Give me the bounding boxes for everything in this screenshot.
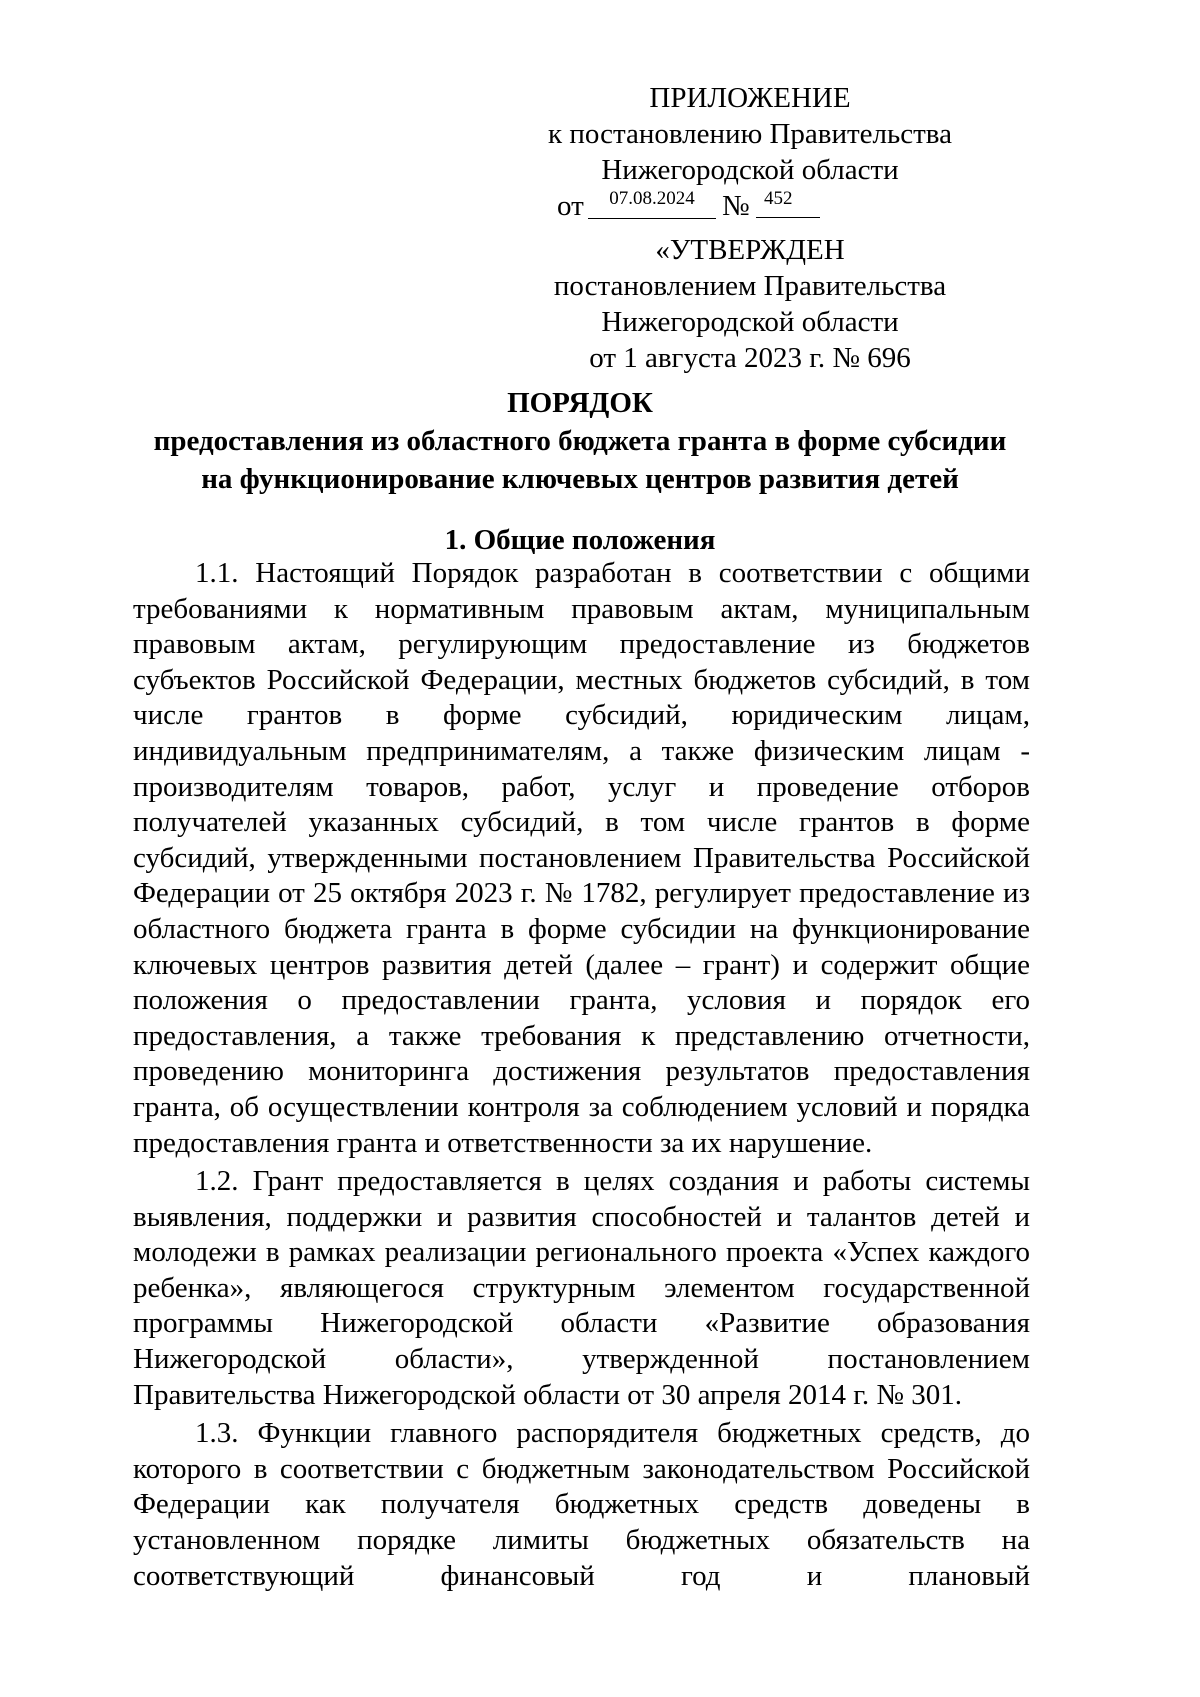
- title-sub-1: предоставления из областного бюджета гранта в форме субсидии: [153, 425, 1007, 457]
- approved-line-1: «УТВЕРЖДЕН: [655, 234, 845, 266]
- approved-line-2: постановлением Правительства: [553, 270, 947, 302]
- from-label: от: [557, 190, 584, 222]
- document-title: [130, 384, 1030, 498]
- appendix-title: ПРИЛОЖЕНИЕ: [649, 82, 851, 114]
- number-sign: №: [722, 190, 750, 222]
- title-main: ПОРЯДОК: [507, 387, 653, 419]
- order-date-field: 07.08.2024: [588, 188, 716, 219]
- appendix-block: [500, 80, 1000, 224]
- paragraph-1-3: 1.3. Функции главного распорядителя бюджетных средств, до которого в соответствии с бюджетным законодательством Российской Федерации как получателя бюджетных средств доведены в установленном порядке лимиты бюджетных обязательств на соответствующий финансовый год и плановый: [133, 1417, 1030, 1592]
- section-body: [133, 556, 1030, 1597]
- title-sub-2: на функционирование ключевых центров развития детей: [201, 463, 959, 495]
- approved-line-3: Нижегородской области: [601, 306, 899, 338]
- order-number-field: 452: [756, 188, 820, 218]
- paragraph-1-2: 1.2. Грант предоставляется в целях создания и работы системы выявления, поддержки и развития способностей и талантов детей и молодежи в рамках реализации регионального проекта «Успех каждого ребенка», являющегося структурным элементом государственной программы Нижегородской области «Развитие образования Нижегородской области», утвержденной постановлением Правительства Нижегородской области от 30 апреля 2014 г. № 301.: [133, 1165, 1030, 1411]
- appendix-line-3: Нижегородской области: [601, 154, 899, 186]
- approved-block: [500, 232, 1000, 376]
- section-heading: 1. Общие положения: [444, 524, 716, 556]
- appendix-order-line: [500, 188, 1000, 224]
- approved-line-4: от 1 августа 2023 г. № 696: [589, 342, 911, 374]
- appendix-line-2: к постановлению Правительства: [548, 118, 952, 150]
- paragraph-1-1: 1.1. Настоящий Порядок разработан в соответствии с общими требованиями к нормативным правовым актам, муниципальным правовым актам, регулирующим предоставление из бюджетов субъектов Российской Федерации, местных бюджетов субсидий, в том числе грантов в форме субсидий, юридическим лицам, индивидуальным предпринимателям, а также физическим лицам - производителям товаров, работ, услуг и проведение отборов получателей указанных субсидий, в том числе грантов в форме субсидий, утвержденными постановлением Правительства Российской Федерации от 25 октября 2023 г. № 1782, регулирует предоставление из областного бюджета гранта в форме субсидии на функционирование ключевых центров развития детей (далее – грант) и содержит общие положения о предоставлении гранта, условия и порядок его предоставления, а также требования к представлению отчетности, проведению мониторинга достижения результатов предоставления гранта, об осуществлении контроля за соблюдением условий и порядка предоставления гранта и ответственности за их нарушение.: [133, 557, 1030, 1159]
